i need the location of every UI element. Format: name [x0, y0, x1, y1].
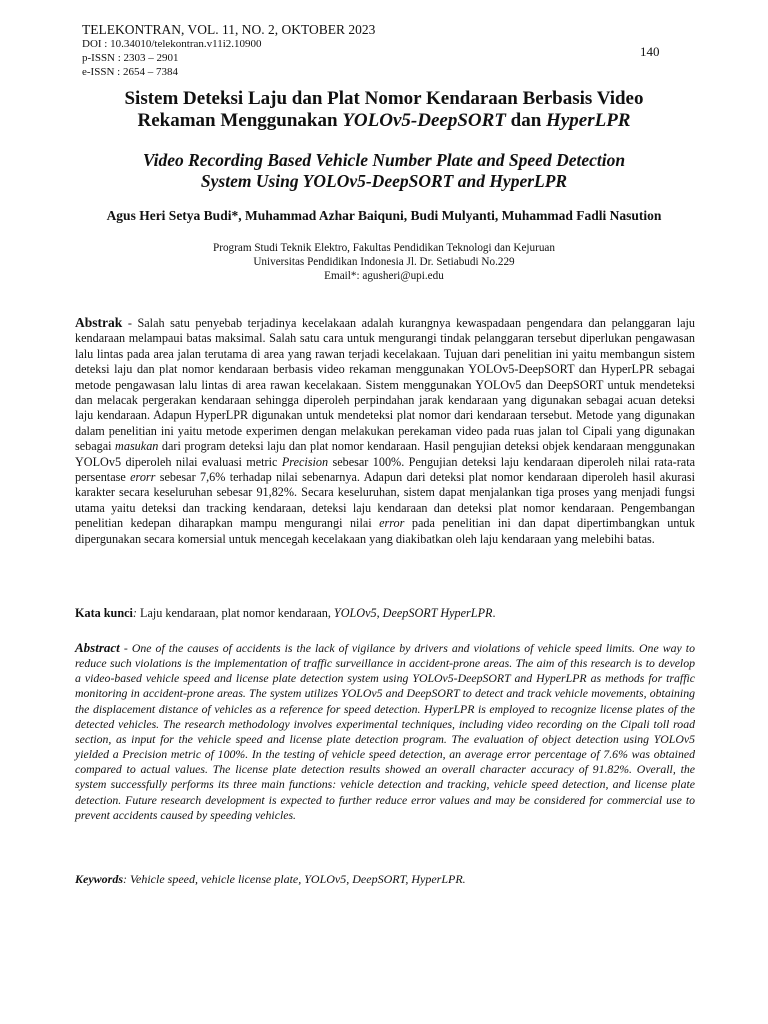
kata-kunci-label: Kata kunci	[75, 606, 133, 620]
kata-kunci-end: .	[492, 606, 496, 620]
title-id-method: YOLOv5-DeepSORT	[342, 110, 506, 131]
title-id-text: Rekaman Menggunakan	[137, 110, 343, 131]
title-indonesian	[60, 88, 708, 132]
journal-name: TELEKONTRAN, VOL. 11, NO. 2, OKTOBER 2023	[82, 22, 376, 37]
title-id-conj: dan	[505, 110, 547, 131]
e-issn: e-ISSN : 2654 – 7384	[82, 66, 178, 78]
abstract-text: - One of the causes of accidents is the lack of vigilance by drivers and violations of vehicle speed limits. One way to reduce such violations is the implementation of traffic surveillance in accident-prone areas. The aim of this research is to develop a video-based vehicle speed and license plate detection system using YOLOv5-DeepSORT and HyperLPR as methods for traffic monitoring in accident-prone areas. The system utilizes YOLOv5 and DeepSORT to detect and track vehicle movements, obtaining the displacement distance of vehicles as a reference for speed detection. HyperLPR is employed to recognize license plates of the detected vehicles. The research methodology involves experimental techniques, including video recording on the Cipali toll road section, as input for the vehicle speed and license plate detection program. The evaluation of object detection using YOLOv5 yielded a Precision metric of 100%. In the testing of vehicle speed detection, an average error percentage of 7.6% was obtained compared to actual values. The license plate detection results showed an overall character accuracy of 91.82%. Overall, the system successfully performs its three main functions: vehicle detection and tracking, vehicle speed detection, and license plate detection. Future research development is expected to further reduce error values and may be considered for commercial use to prevent accidents caused by speeding vehicles.	[75, 641, 695, 822]
abstrak-label: Abstrak	[75, 315, 123, 330]
abstract-english	[75, 640, 695, 823]
kata-kunci-colon: :	[132, 606, 137, 620]
title-id-method2: HyperLPR	[546, 110, 631, 131]
abstract-label: Abstract	[75, 640, 120, 655]
keywords	[75, 872, 695, 887]
abstract-indonesian	[75, 315, 695, 547]
page-number: 140	[640, 44, 660, 59]
abstrak-italic: masukan	[115, 439, 159, 454]
title-id-line1: Sistem Deteksi Laju dan Plat Nomor Kendaraan Berbasis Video	[124, 88, 644, 109]
abstrak-text: sebesar 100%. Pengujian deteksi laju kendaraan diperoleh nilai rata-rata persentase	[75, 454, 695, 485]
abstrak-italic: Precision	[281, 454, 329, 469]
author-list: Agus Heri Setya Budi*, Muhammad Azhar Baiquni, Budi Mulyanti, Muhammad Fadli Nasution	[106, 208, 662, 223]
title-id-line2	[60, 110, 708, 132]
affiliation	[82, 241, 686, 283]
doi: DOI : 10.34010/telekontran.v11i2.10900	[82, 38, 262, 50]
affiliation-line1: Program Studi Teknik Elektro, Fakultas Pendidikan Teknologi dan Kejuruan	[213, 242, 555, 254]
abstrak-italic: erorr	[130, 470, 156, 485]
abstrak-text: dari program deteksi laju dan plat nomor kendaraan. Hasil pengujian deteksi objek kendaraan menggunakan YOLOv5 diperoleh nilai evaluasi metric	[75, 439, 695, 469]
abstrak-text: - Salah satu penyebab terjadinya kecelakaan adalah kurangnya kewaspadaan pengendara dan pelanggaran laju kendaraan melampaui batas maksimal. Salah satu cara untuk mengurangi tindak pelanggaran tersebut diperlukan pengawasan lalu lintas pada area jalan terutama di area yang rawan terjadi kecelakaan. Tujuan dari penelitian ini yaitu membangun sistem deteksi laju dan plat nomor kendaraan berbasis video rekaman menggunakan YOLOv5-DeepSORT dan HyperLPR sebagai metode pengawasan lalu lintas di area rawan kecelakaan. Sistem menggunakan YOLOv5 dan DeepSORT untuk mendeteksi dan melacak pergerakan kendaraan sehingga diperoleh perpindahan jarak kendaraan yang digunakan sebagai acuan deteksi laju kendaraan. Adapun HyperLPR digunakan untuk mendeteksi plat nomor dari kendaraan tersebut. Metode yang digunakan dalam penelitian ini yaitu metode experimen dengan melakukan perekaman video pada ruas jalan tol Cipali yang digunakan sebagai	[75, 316, 695, 454]
title-en-line1: Video Recording Based Vehicle Number Plate and Speed Detection	[142, 150, 626, 170]
p-issn: p-ISSN : 2303 – 2901	[82, 52, 179, 64]
author-email: Email*: agusheri@upi.edu	[324, 270, 444, 282]
abstrak-italic: error	[379, 516, 405, 531]
keywords-text: : Vehicle speed, vehicle license plate, YOLOv5, DeepSORT, HyperLPR.	[123, 872, 466, 886]
kata-kunci-italic: YOLOv5, DeepSORT HyperLPR	[333, 606, 493, 620]
kata-kunci-text: Laju kendaraan, plat nomor kendaraan,	[136, 606, 334, 620]
affiliation-line2: Universitas Pendidikan Indonesia Jl. Dr. Setiabudi No.229	[253, 256, 515, 268]
abstrak-text: pada penelitian ini dan dapat dipertimbangkan untuk dipergunakan secara komersial untuk mencegah kecelakaan yang diakibatkan oleh laju kendaraan yang melebihi batas.	[75, 516, 695, 546]
title-en-line2: System Using YOLOv5-DeepSORT and HyperLPR	[200, 171, 568, 191]
keywords-label: Keywords	[75, 872, 123, 886]
title-english	[60, 150, 708, 192]
kata-kunci	[75, 606, 695, 621]
abstrak-text: sebesar 7,6% terhadap nilai sebenarnya. Adapun dari deteksi plat nomor kendaraan diperoleh hasil akurasi karakter secara keseluruhan sebesar 91,82%. Secara keseluruhan, sistem dapat menjalankan tiga proses yang menjadi fungsi utama yaitu deteksi dan tracking kendaraan, deteksi laju kendaraan dan deteksi plat nomor kendaraan. Pengembangan penelitian kedepan diharapkan mampu mengurangi nilai	[75, 470, 695, 531]
running-header	[82, 22, 375, 79]
